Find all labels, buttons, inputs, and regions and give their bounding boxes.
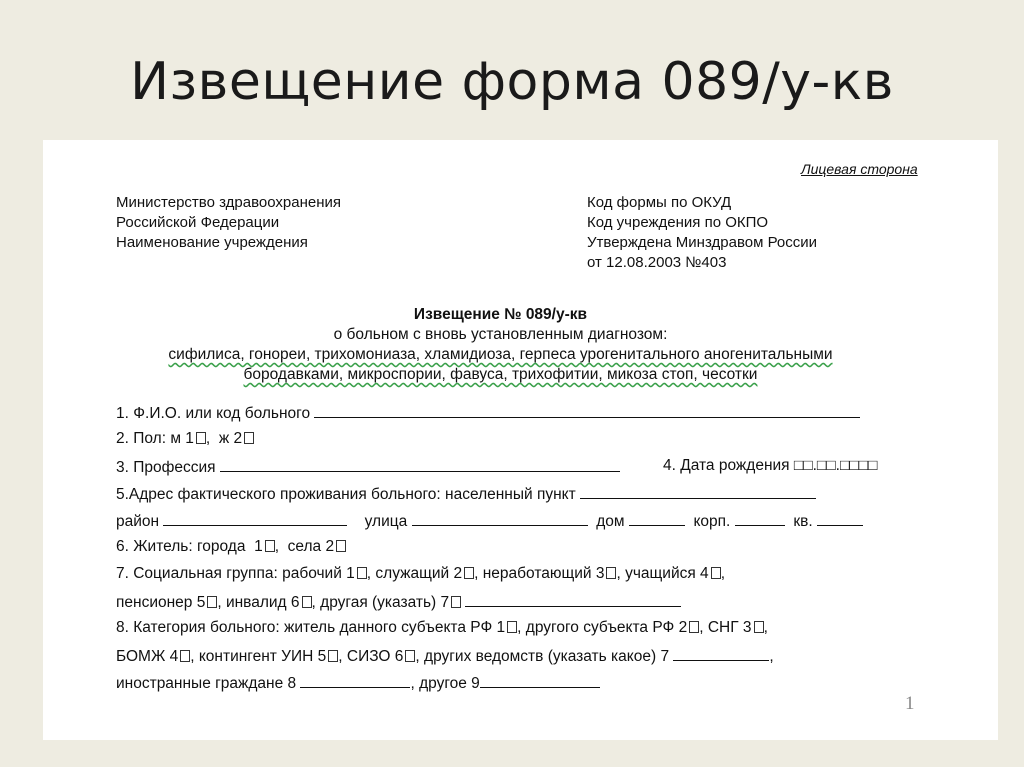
foreign-citizen-blank[interactable]: [300, 673, 410, 688]
field-3-label: 3. Профессия: [116, 459, 216, 476]
diagnoses-line-1: сифилиса, гонореи, трихомониаза, хламидиоза, герпеса урогенитального аногенитальными: [168, 346, 833, 363]
detention-checkbox[interactable]: [405, 650, 415, 662]
house-blank[interactable]: [629, 511, 685, 526]
other-region-checkbox[interactable]: [689, 621, 699, 633]
gender-male-checkbox[interactable]: [196, 432, 206, 444]
penitentiary-checkbox[interactable]: [328, 650, 338, 662]
other-category-label: , другое 9: [410, 675, 480, 692]
pensioner-label: пенсионер 5: [116, 594, 206, 611]
form-subtitle: о больном с вновь установленным диагнозом:: [333, 326, 668, 343]
other-agency-blank[interactable]: [673, 646, 769, 661]
cis-label: , СНГ 3: [699, 619, 752, 636]
okpo-code-label: Код учреждения по ОКПО: [587, 214, 769, 231]
field-6-label: 6. Житель: города: [116, 538, 246, 555]
disabled-label: , инвалид 6: [217, 594, 300, 611]
homeless-label: БОМЖ 4: [116, 648, 179, 665]
street-blank[interactable]: [412, 511, 588, 526]
district-blank[interactable]: [163, 511, 347, 526]
resident-village-checkbox[interactable]: [336, 540, 346, 552]
student-checkbox[interactable]: [711, 567, 721, 579]
resident-city-checkbox[interactable]: [265, 540, 275, 552]
diagnoses-line-2: бородавками, микроспории, фавуса, трихофитии, микоза стоп, чесотки: [243, 366, 758, 383]
penitentiary-label: , контингент УИН 5: [190, 648, 327, 665]
page-number: 1: [905, 693, 915, 714]
institution-name-label: Наименование учреждения: [116, 234, 308, 251]
settlement-blank[interactable]: [580, 484, 816, 499]
approval-label: Утверждена Минздравом России: [587, 234, 818, 251]
apartment-label: кв.: [793, 513, 813, 530]
field-1-label: 1. Ф.И.О. или код больного: [116, 405, 311, 422]
form-title: Извещение № 089/у-кв: [413, 306, 588, 323]
field-7-label: 7. Социальная группа: рабочий 1: [116, 565, 355, 582]
apartment-blank[interactable]: [817, 511, 863, 526]
building-blank[interactable]: [735, 511, 785, 526]
foreign-citizen-label: иностранные граждане 8: [116, 675, 297, 692]
other-region-label: , другого субъекта РФ 2: [517, 619, 688, 636]
okud-code-label: Код формы по ОКУД: [587, 194, 732, 211]
field-2-label: 2. Пол:: [116, 430, 167, 447]
house-label: дом: [596, 513, 625, 530]
field-5-label: 5.Адрес фактического проживания больного: населенный пункт: [116, 486, 576, 503]
employee-label: , служащий 2: [366, 565, 463, 582]
disabled-checkbox[interactable]: [302, 596, 312, 608]
profession-blank[interactable]: [220, 457, 620, 472]
ministry-line-2: Российской Федерации: [116, 214, 280, 231]
gender-female-label: ж 2: [218, 430, 243, 447]
district-label: район: [116, 513, 160, 530]
slide-title: Извещение форма 089/у-кв: [130, 52, 894, 112]
pensioner-checkbox[interactable]: [207, 596, 217, 608]
unemployed-label: , неработающий 3: [474, 565, 605, 582]
other-group-blank[interactable]: [465, 592, 681, 607]
other-agency-label: , других ведомств (указать какое) 7: [415, 648, 670, 665]
birth-date-mask[interactable]: □□.□□.□□□□: [793, 457, 878, 474]
other-group-checkbox[interactable]: [451, 596, 461, 608]
local-resident-checkbox[interactable]: [507, 621, 517, 633]
ministry-line-1: Министерство здравоохранения: [116, 194, 341, 211]
student-label: , учащийся 4: [616, 565, 709, 582]
other-group-label: , другая (указать) 7: [311, 594, 450, 611]
gender-female-checkbox[interactable]: [244, 432, 254, 444]
field-1-blank[interactable]: [314, 403, 860, 418]
unemployed-checkbox[interactable]: [606, 567, 616, 579]
building-label: корп.: [693, 513, 731, 530]
field-4-label: 4. Дата рождения: [663, 457, 790, 474]
resident-city-label: 1: [254, 538, 263, 555]
street-label: улица: [364, 513, 408, 530]
cis-checkbox[interactable]: [754, 621, 764, 633]
employee-checkbox[interactable]: [464, 567, 474, 579]
other-category-blank[interactable]: [480, 673, 600, 688]
field-8-label: 8. Категория больного: житель данного субъекта РФ 1: [116, 619, 506, 636]
homeless-checkbox[interactable]: [180, 650, 190, 662]
form-document: Лицевая сторона Министерство здравоохранения Российской Федерации Наименование учреждения Код формы по ОКУД Код учреждения по ОКПО Утверждена Минздравом России от 12.08.2003 №403 Извещение № 089/у-кв о больном с вновь установленным диагнозом: сифилиса, гонореи, трихомониаза, хламидиоза, герпеса урогенитального аногенитальными бородавками, микроспории, фавуса, трихофитии, микоза стоп, чесотки 1. Ф.И.О. или код больного 2. Пол: м 1 , ж 2 3. Профессия 4. Дата рождения □□.□□.□□□□ 5.Адрес фактического проживания больного: населенный пункт район улица дом корп. кв. 6. Житель: города 1 , села 2 7. Социальная группа: рабочий 1 , служащий 2 , неработающий 3 , учащийся 4 , пенсионер 5 , инвалид 6 , другая (указать) 7 8. Категория больного: житель данного субъекта РФ 1 , другого субъекта РФ 2 , СНГ 3 , БОМЖ 4 , контингент УИН 5 , СИЗО 6 , других ведомств (указать какое) 7 , иностранные граждане 8 , другое 9 1: [43, 140, 998, 740]
worker-checkbox[interactable]: [357, 567, 367, 579]
face-side-label: Лицевая сторона: [801, 161, 918, 177]
approval-date: от 12.08.2003 №403: [587, 254, 727, 271]
detention-label: , СИЗО 6: [338, 648, 404, 665]
resident-village-label: села 2: [287, 538, 335, 555]
gender-male-label: м 1: [170, 430, 194, 447]
